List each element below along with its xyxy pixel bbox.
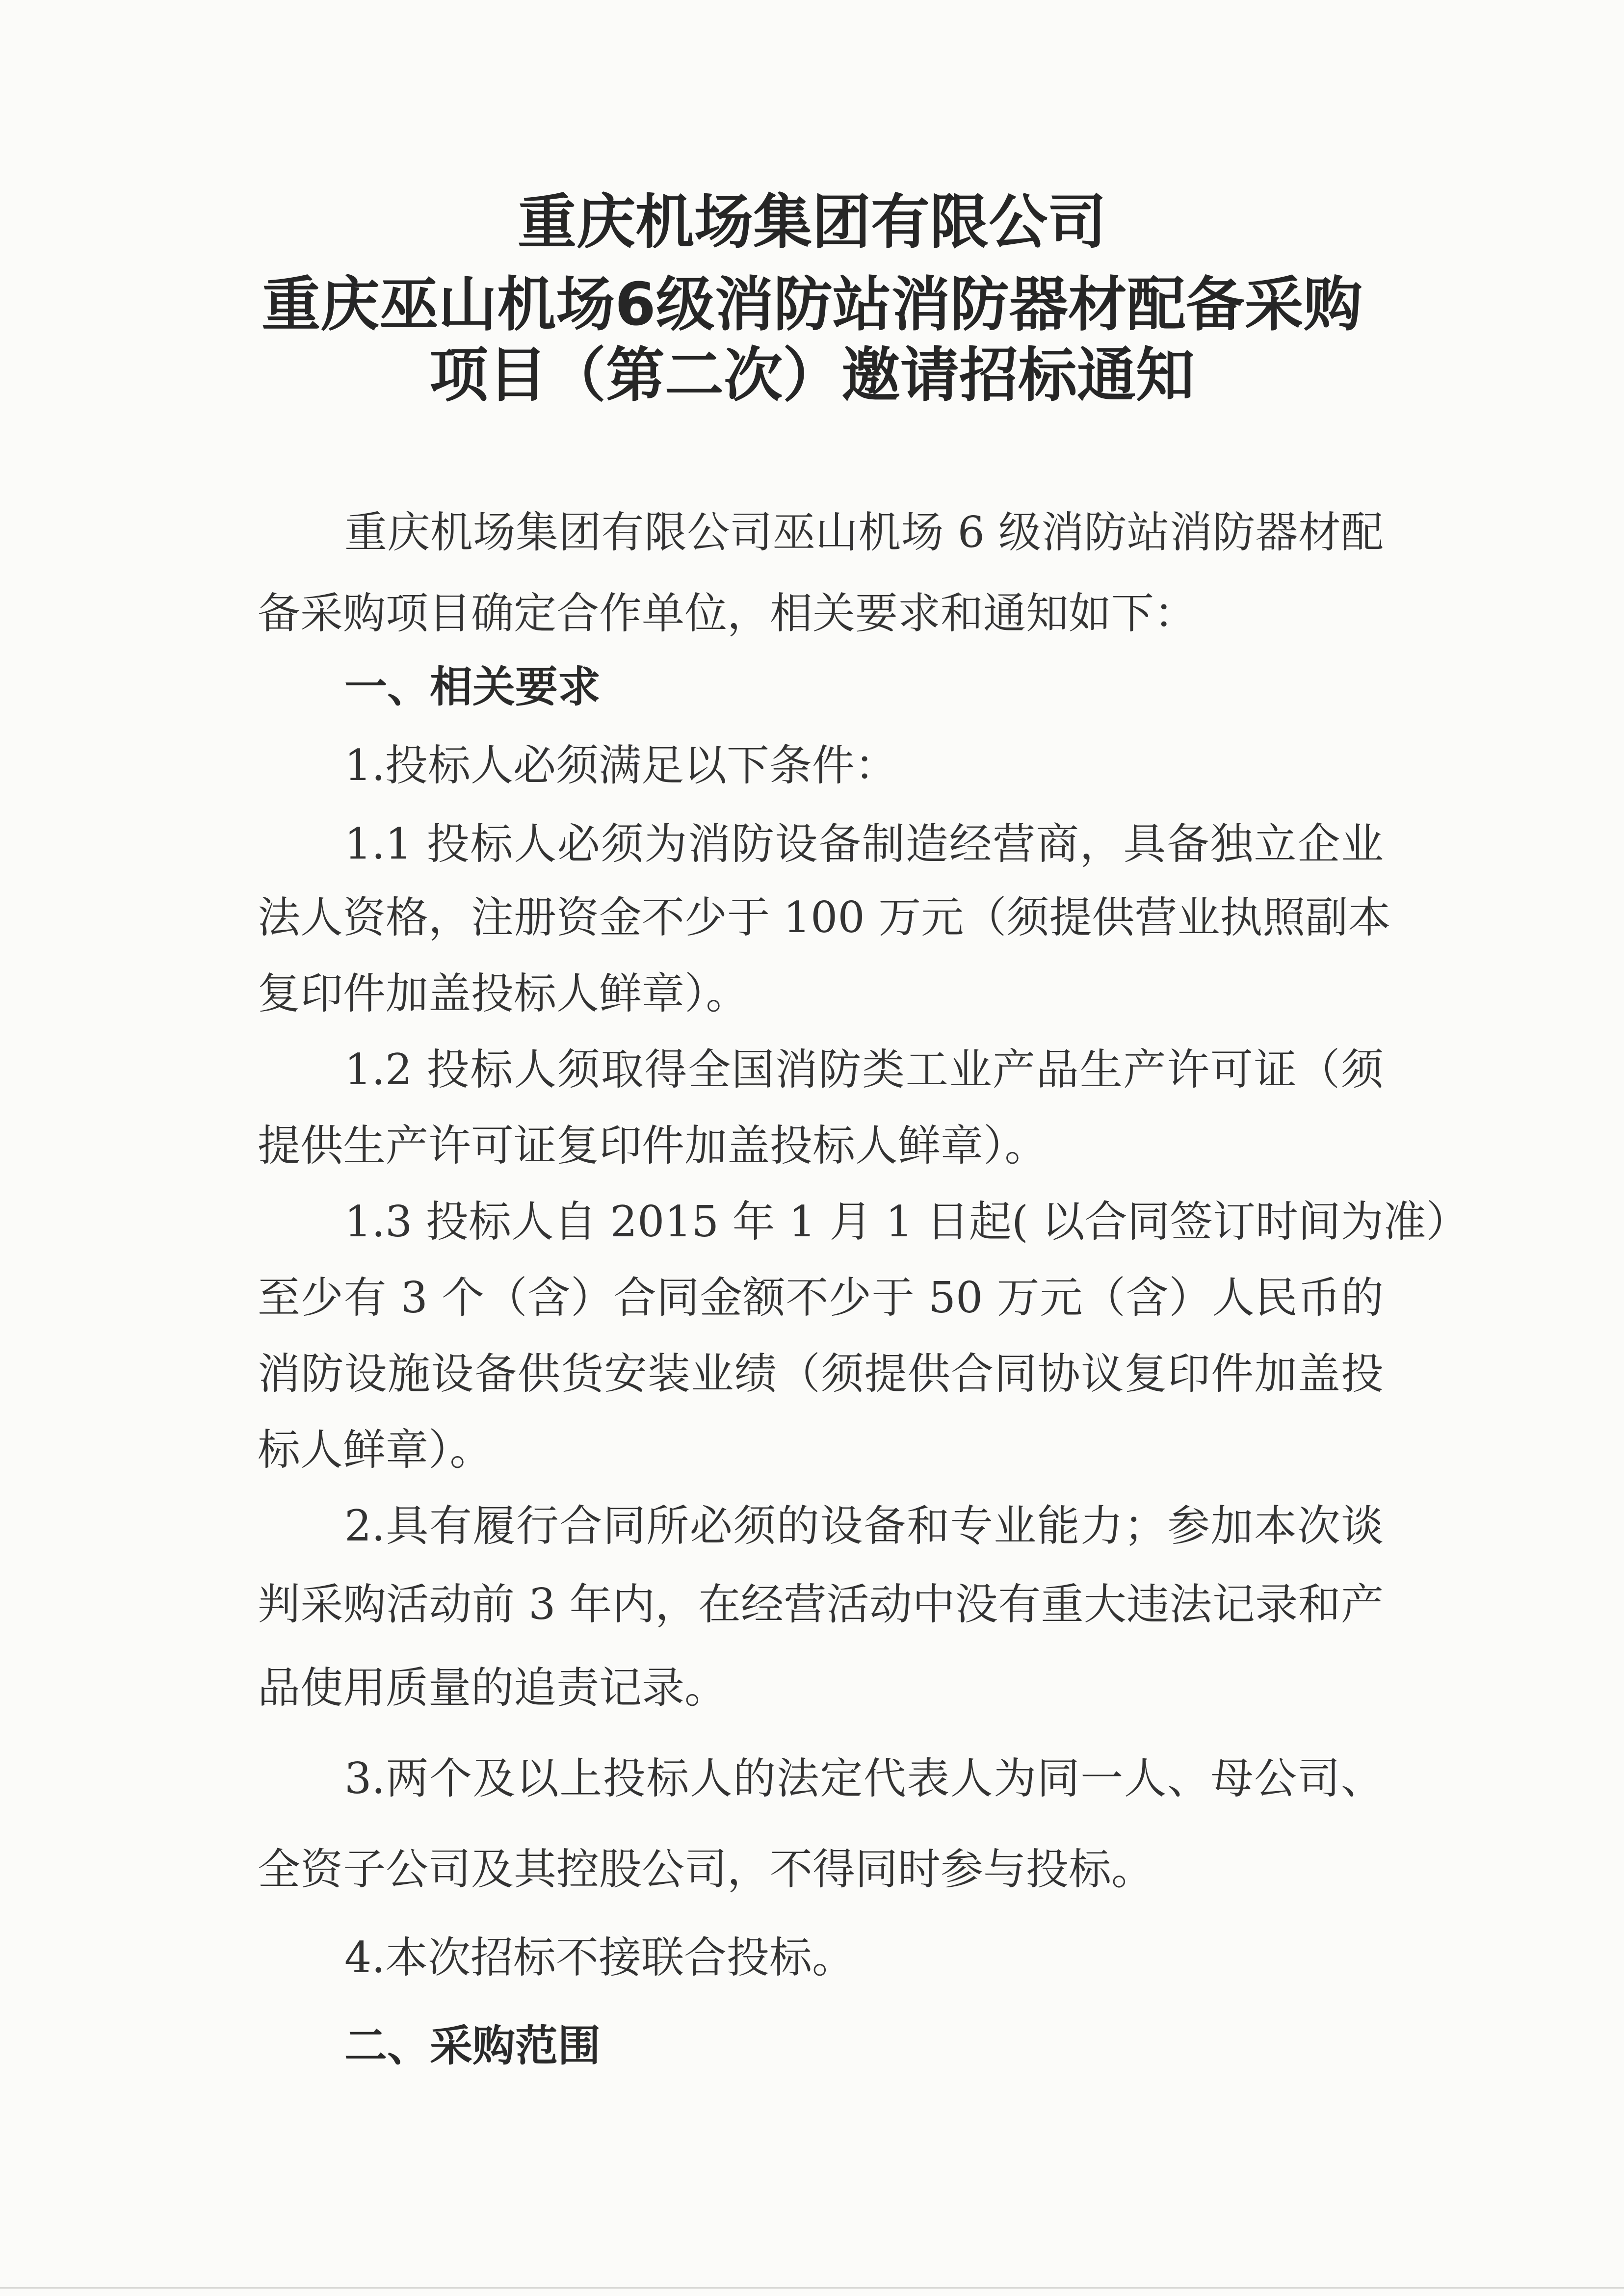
title-line-3: 项目（第二次）邀请招标通知 xyxy=(429,341,1195,410)
section-2-heading: 二、采购范围 xyxy=(344,2021,601,2071)
item-4: 4.本次招标不接联合投标。 xyxy=(344,1932,855,1983)
title-line-1: 重庆机场集团有限公司 xyxy=(518,188,1106,257)
intro-line-2: 备采购项目确定合作单位，相关要求和通知如下： xyxy=(258,588,1197,638)
item-1-3-line-1: 1.3 投标人自 2015 年 1 月 1 日起( 以合同签订时间为准） xyxy=(344,1197,1469,1247)
item-3-line-1: 3.两个及以上投标人的法定代表人为同一人、母公司、 xyxy=(344,1753,1384,1803)
item-3-line-2: 全资子公司及其控股公司，不得同时参与投标。 xyxy=(258,1844,1154,1894)
item-1-2-line-2: 提供生产许可证复印件加盖投标人鲜章）。 xyxy=(258,1121,1048,1171)
item-1: 1.投标人必须满足以下条件： xyxy=(344,740,898,790)
page-bottom-edge xyxy=(0,2287,1624,2289)
item-1-3-line-3: 消防设施设备供货安装业绩（须提供合同协议复印件加盖投 xyxy=(258,1349,1384,1399)
item-1-3-line-2: 至少有 3 个（含）合同金额不少于 50 万元（含）人民币的 xyxy=(258,1273,1384,1323)
item-1-1-line-3: 复印件加盖投标人鲜章）。 xyxy=(258,968,749,1018)
section-1-heading: 一、相关要求 xyxy=(344,662,601,712)
item-1-1-line-2: 法人资格，注册资金不少于 100 万元（须提供营业执照副本 xyxy=(258,892,1391,942)
item-2-line-1: 2.具有履行合同所必须的设备和专业能力；参加本次谈 xyxy=(344,1501,1384,1551)
title-line-2: 重庆巫山机场6级消防站消防器材配备采购 xyxy=(262,271,1362,339)
item-1-1-line-1: 1.1 投标人必须为消防设备制造经营商，具备独立企业 xyxy=(344,819,1384,869)
intro-line-1: 重庆机场集团有限公司巫山机场 6 级消防站消防器材配 xyxy=(344,507,1384,557)
item-1-2-line-1: 1.2 投标人须取得全国消防类工业产品生产许可证（须 xyxy=(344,1044,1384,1095)
item-2-line-3: 品使用质量的追责记录。 xyxy=(258,1663,727,1713)
item-1-3-line-4: 标人鲜章）。 xyxy=(258,1425,493,1475)
item-2-line-2: 判采购活动前 3 年内，在经营活动中没有重大违法记录和产 xyxy=(258,1579,1384,1629)
